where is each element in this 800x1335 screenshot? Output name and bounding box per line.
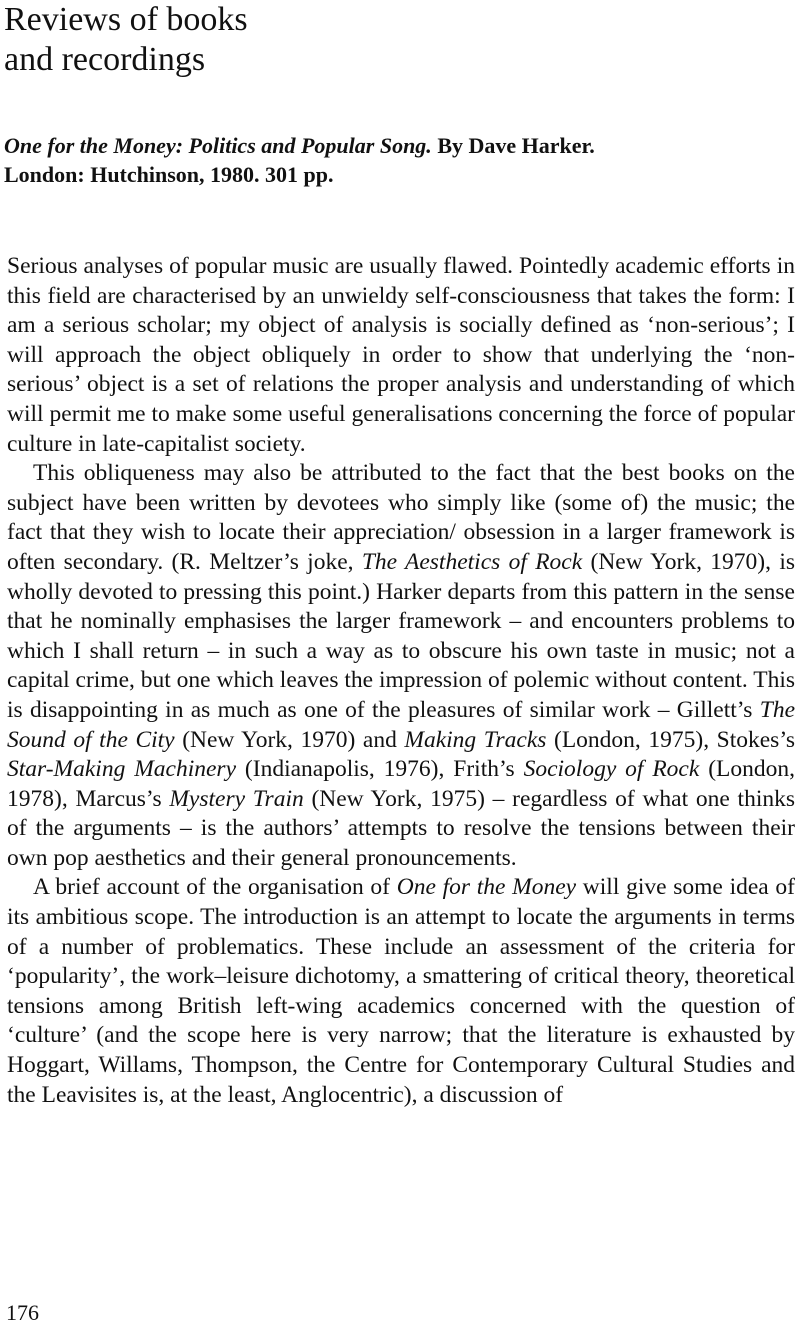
text-run: This obliqueness may also be attributed to the fact that the best books on the subject have been written by devotees who simply like (some of) the music; the fact that they wish to locate their appreciation/ obsession in a larger framework is often secondary. (R. Meltzer’s joke, [7,460,795,575]
book-title: One for the Money: Politics and Popular Song. [4,133,432,158]
text-run: (New York, 1970), is wholly devoted to pressing this point.) Harker departs from this pattern in the sense that he nominally emphasises the larger framework – and encounters problems to which I shall return – in such a way as to obscure his own taste in music; not a capital crime, but one which leaves the impression of polemic without content. This is disappointing in as much as one of the pleasures of similar work – Gillett’s [7,548,795,723]
cited-title: Mystery Train [169,785,304,812]
paragraph-3 [7,873,795,1110]
text-run: (New York, 1970) and [174,726,405,753]
review-body [7,252,795,1110]
text-run: will give some idea of its ambitious scope. The introduction is an attempt to locate the arguments in terms of a number of problematics. These include an assessment of the criteria for ‘popularity’, the work–leisure dichotomy, a smattering of critical theory, theoretical tensions among British left-wing academics concerned with the question of ‘culture’ (and the scope here is very narrow; that the literature is exhausted by Hoggart, Willams, Thompson, the Centre for Contemporary Cultural Studies and the Leavisites is, at the least, Anglocentric), a discussion of [7,874,795,1108]
text-run: (Indianapolis, 1976), Frith’s [236,756,524,783]
text-run: (London, 1978), Marcus’s [7,756,796,812]
text-run: (New York, 1975) – regardless of what one thinks of the arguments – is the authors’ attempts to resolve the tensions between their own pop aesthetics and their general pronouncements. [7,785,795,871]
page-number: 176 [6,1300,39,1325]
book-publication: London: Hutchinson, 1980. 301 pp. [4,162,334,187]
text-run: (London, 1975), Stokes’s [546,726,795,753]
paragraph-2 [7,459,795,873]
section-title [4,0,248,80]
cited-title: Sociology of Rock [523,756,700,783]
cited-title: One for the Money [396,874,577,901]
text-run: A brief account of the organisation of [33,874,397,901]
cited-title: The Sound of the City [7,696,795,753]
cited-title: The Aesthetics of Rock [361,548,583,575]
cited-title: Star-Making Machinery [7,756,237,783]
paragraph-1: Serious analyses of popular music are usually flawed. Pointedly academic efforts in this field are characterised by an unwieldy self-consciousness that takes the form: I am a serious scholar; my object of analysis is socially defined as ‘non-serious’; I will approach the object obliquely in order to show that underlying the ‘non-serious’ object is a set of relations the proper analysis and understanding of which will permit me to make some useful generalisations concerning the force of popular culture in late-capitalist society. [7,253,795,457]
book-citation [4,131,794,189]
book-byline: By Dave Harker. [431,133,595,158]
section-title-line-1: Reviews of books [4,1,248,38]
cited-title: Making Tracks [404,726,547,753]
section-title-line-2: and recordings [4,41,206,78]
